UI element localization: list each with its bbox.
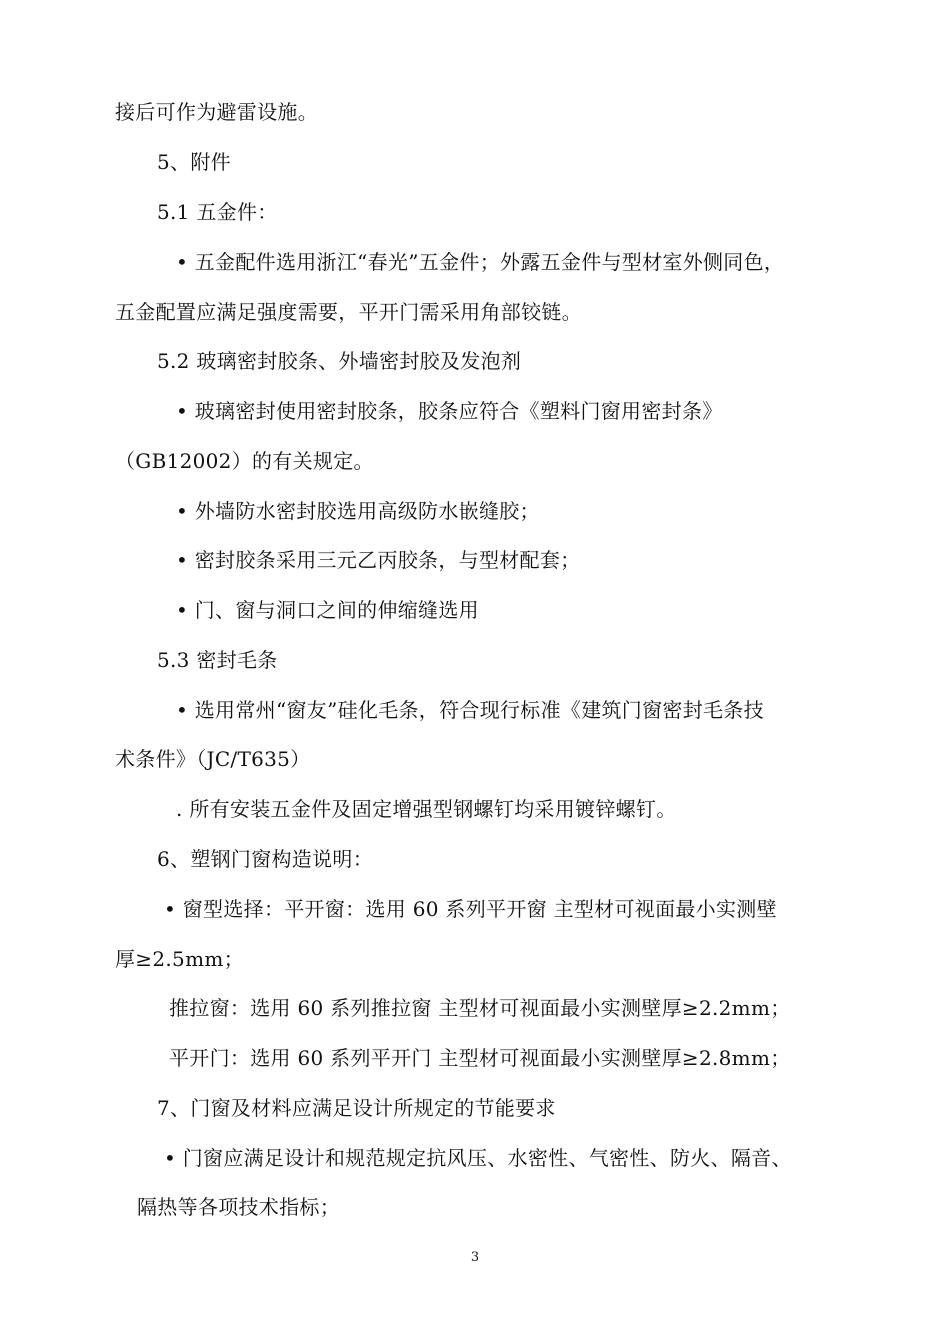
paragraph-line: 术条件》（JC/T635）: [115, 747, 311, 771]
bullet-line: • 外墙防水密封胶选用高级防水嵌缝胶；: [176, 499, 540, 523]
section-heading: 7、门窗及材料应满足设计所规定的节能要求: [157, 1096, 556, 1120]
bullet-line: • 门窗应满足设计和规范规定抗风压、水密性、气密性、防火、隔音、: [164, 1146, 792, 1170]
bullet-line: • 窗型选择：平开窗：选用 60 系列平开窗 主型材可视面最小实测壁: [164, 897, 777, 921]
bullet-line: • 选用常州“窗友”硅化毛条，符合现行标准《建筑门窗密封毛条技: [176, 698, 764, 722]
paragraph-line: 接后可作为避雷设施。: [115, 100, 318, 124]
paragraph-line: （GB12002）的有关规定。: [115, 449, 374, 473]
subsection-heading: 5.1 五金件：: [157, 200, 278, 224]
subsection-heading: 5.3 密封毛条: [157, 648, 278, 672]
bullet-line: • 玻璃密封使用密封胶条，胶条应符合《塑料门窗用密封条》: [176, 399, 723, 423]
bullet-line: • 门、窗与洞口之间的伸缩缝选用: [176, 598, 479, 622]
paragraph-line: 五金配置应满足强度需要，平开门需采用角部铰链。: [115, 300, 582, 324]
paragraph-line: 隔热等各项技术指标；: [137, 1195, 340, 1219]
paragraph-line: 厚≥2.5mm；: [115, 947, 244, 971]
section-heading: 5、附件: [157, 150, 231, 174]
bullet-line: • 密封胶条采用三元乙丙胶条，与型材配套；: [176, 548, 581, 572]
paragraph-line: 平开门：选用 60 系列平开门 主型材可视面最小实测壁厚≥2.8mm；: [169, 1046, 791, 1070]
bullet-line: • 五金配件选用浙江“春光”五金件；外露五金件与型材室外侧同色，: [176, 250, 785, 274]
section-heading: 6、塑钢门窗构造说明：: [157, 847, 374, 871]
bullet-line: . 所有安装五金件及固定增强型钢螺钉均采用镀锌螺钉。: [176, 797, 677, 821]
paragraph-line: 推拉窗：选用 60 系列推拉窗 主型材可视面最小实测壁厚≥2.2mm；: [169, 996, 791, 1020]
page-number: 3: [470, 1250, 480, 1265]
subsection-heading: 5.2 玻璃密封胶条、外墙密封胶及发泡剂: [157, 349, 522, 373]
